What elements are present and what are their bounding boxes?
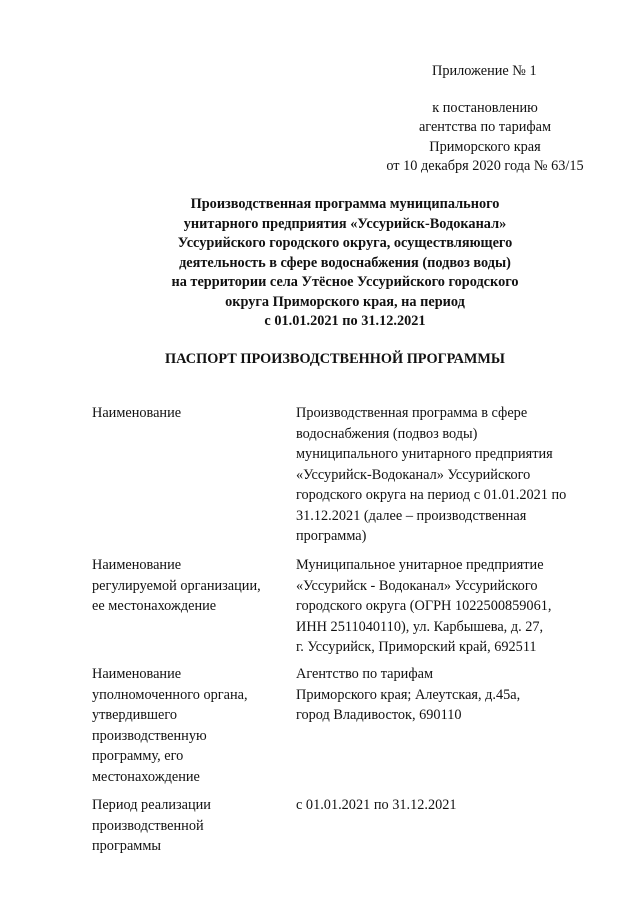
row-value [296, 403, 596, 547]
row-value-line: городского округа (ОГРН 1022500859061, [296, 598, 552, 614]
appendix-number: Приложение № 1 [432, 63, 537, 79]
title-line: Производственная программа муниципального [190, 196, 500, 212]
row-value-line: 31.12.2021 (далее – производственная [296, 507, 527, 524]
appendix-lines [380, 99, 590, 177]
row-value [296, 664, 596, 726]
row-label-line: производственной [92, 817, 204, 834]
appendix-line: Приморского края [429, 138, 541, 155]
appendix-line: к постановлению [432, 100, 538, 116]
appendix-line: от 10 декабря 2020 года № 63/15 [386, 158, 584, 175]
row-value-line: город Владивосток, 690110 [296, 707, 462, 723]
row-label-line: регулируемой организации, [92, 577, 261, 594]
row-label-line: местонахождение [92, 768, 200, 785]
title-line: деятельность в сфере водоснабжения (подвоз воды) [179, 254, 511, 271]
row-value-line: Приморского края; Алеутская, д.45а, [296, 686, 521, 703]
row-label [92, 403, 287, 424]
row-value-line: «Уссурийск - Водоканал» Уссурийского [296, 577, 538, 594]
row-label-line: Наименование [92, 405, 182, 421]
row-label-line: производственную [92, 727, 207, 744]
title-line: на территории села Утёсное Уссурийского городского [171, 274, 519, 290]
row-label-line: Период реализации [92, 797, 211, 813]
appendix-line: агентства по тарифам [418, 119, 552, 136]
row-value-line: Агентство по тарифам [296, 666, 433, 682]
row-value [296, 795, 596, 816]
row-value-line: «Уссурийск-Водоканал» Уссурийского [296, 466, 531, 483]
title-line: с 01.01.2021 по 31.12.2021 [264, 313, 426, 329]
row-label-line: ее местонахождение [92, 598, 217, 614]
title-line: унитарного предприятия «Уссурийск-Водоканал» [183, 215, 507, 232]
row-value-line: программа) [296, 528, 367, 544]
row-label-line: программу, его [92, 748, 184, 764]
row-label [92, 664, 287, 787]
row-value-line: г. Уссурийск, Приморский край, 692511 [296, 639, 537, 655]
row-value-line: городского округа на период с 01.01.2021 по [296, 487, 567, 503]
row-label [92, 795, 287, 857]
title-line: округа Приморского края, на период [225, 293, 465, 310]
row-value-line: Муниципальное унитарное предприятие [296, 557, 544, 573]
document-title [140, 195, 550, 332]
row-label-line: Наименование [92, 557, 182, 573]
row-label-line: утвердившего [92, 707, 178, 723]
row-value-line: Производственная программа в сфере [296, 405, 528, 421]
title-line: Уссурийского городского округа, осуществляющего [177, 235, 513, 251]
row-value [296, 555, 596, 658]
row-label-line: уполномоченного органа, [92, 686, 248, 703]
row-value-line: ИНН 2511040110), ул. Карбышева, д. 27, [296, 618, 544, 635]
row-value-line: с 01.01.2021 по 31.12.2021 [296, 797, 457, 813]
row-label-line: Наименование [92, 666, 182, 682]
row-value-line: водоснабжения (подвоз воды) [296, 425, 478, 442]
row-label-line: программы [92, 838, 162, 854]
passport-heading: ПАСПОРТ ПРОИЗВОДСТВЕННОЙ ПРОГРАММЫ [165, 351, 505, 367]
row-label [92, 555, 287, 617]
row-value-line: муниципального унитарного предприятия [296, 446, 553, 462]
